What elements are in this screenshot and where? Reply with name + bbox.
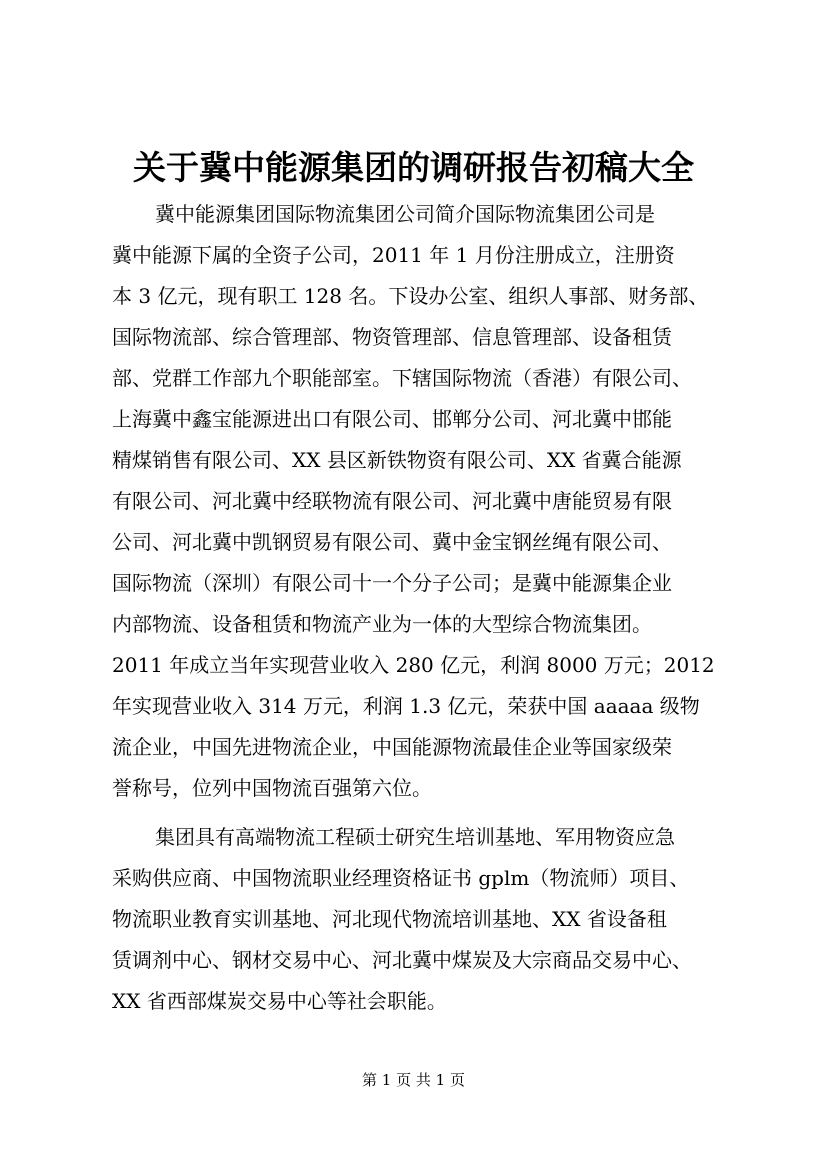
paragraph-2-line: 赁调剂中心、钢材交易中心、河北冀中煤炭及大宗商品交易中心、: [112, 948, 692, 972]
paragraph-1-line: 国际物流部、综合管理部、物资管理部、信息管理部、设备租赁: [112, 325, 672, 349]
paragraph-1-line: 有限公司、河北冀中经联物流有限公司、河北冀中唐能贸易有限: [112, 489, 672, 513]
paragraph-2-line: 物流职业教育实训基地、河北现代物流培训基地、XX 省设备租: [112, 907, 667, 931]
document-title: 关于冀中能源集团的调研报告初稿大全: [133, 148, 694, 187]
page-footer: 第 1 页 共 1 页: [362, 1071, 465, 1089]
paragraph-1-line: 2011 年成立当年实现营业收入 280 亿元，利润 8000 万元；2012: [112, 653, 715, 677]
paragraph-1-line: 国际物流（深圳）有限公司十一个分子公司；是冀中能源集企业: [112, 571, 672, 595]
paragraph-1-line: 部、党群工作部九个职能部室。下辖国际物流（香港）有限公司、: [112, 366, 692, 390]
paragraph-2-line: 采购供应商、中国物流职业经理资格证书 gplm（物流师）项目、: [112, 866, 690, 890]
paragraph-2-line: 集团具有高端物流工程硕士研究生培训基地、军用物资应急: [155, 825, 675, 849]
paragraph-1-line: 冀中能源集团国际物流集团公司简介国际物流集团公司是: [155, 202, 655, 226]
paragraph-1-line: 内部物流、设备租赁和物流产业为一体的大型综合物流集团。: [112, 612, 652, 636]
paragraph-1-line: 精煤销售有限公司、XX 县区新铁物资有限公司、XX 省冀合能源: [112, 448, 682, 472]
paragraph-1-line: 本 3 亿元，现有职工 128 名。下设办公室、组织人事部、财务部、: [112, 284, 709, 308]
paragraph-1-line: 誉称号，位列中国物流百强第六位。: [112, 776, 432, 800]
paragraph-2-line: XX 省西部煤炭交易中心等社会职能。: [112, 989, 447, 1013]
paragraph-1-line: 流企业，中国先进物流企业，中国能源物流最佳企业等国家级荣: [112, 735, 672, 759]
paragraph-1-line: 年实现营业收入 314 万元，利润 1.3 亿元，荣获中国 aaaaa 级物: [112, 694, 700, 718]
paragraph-1-line: 冀中能源下属的全资子公司，2011 年 1 月份注册成立，注册资: [112, 243, 675, 267]
paragraph-1-line: 公司、河北冀中凯钢贸易有限公司、冀中金宝钢丝绳有限公司、: [112, 530, 672, 554]
paragraph-1-line: 上海冀中鑫宝能源进出口有限公司、邯郸分公司、河北冀中邯能: [112, 407, 672, 431]
